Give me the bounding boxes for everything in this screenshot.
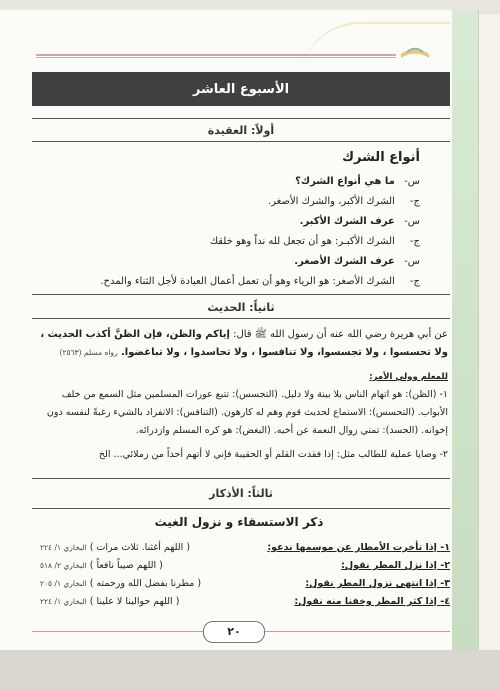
azkar-row: ١- إذا تأخرت الأمطار عن موسمها ندعو: ( اللهم أغثنا. ثلاث مرات ) البخاري ١/ ٢٢٤ [40,542,450,553]
divider [32,141,450,142]
qa-row: ج- الشرك الأكبر، والشرك الأصغر. [267,196,420,207]
azkar-row: ٣- إذا انتهى نزول المطر نقول: ( مطرنا بفضل الله ورحمته ) البخاري ١/ ٢٠٥ [40,578,450,589]
aqeeda-heading: أنواع الشرك [342,150,420,165]
page [0,10,479,652]
aqeeda-qa-list [20,172,420,292]
decorative-side-strip [452,10,478,652]
header-decor-lines [36,54,396,60]
qa-row: س- عرف الشرك الأكبر. [299,216,420,227]
hadith-text: عن أبي هريرة رضي الله عنه أن رسول الله ﷺ قال: إياكم والظن، فإن الظنَّ أكذب الحديث ، ولا تحسسوا ، ولا تجسسوا، ولا تنافسوا ، ولا تحاسدوا ، ولا تباغضوا. رواه مسلم (٢٥٦٣) [40,329,448,358]
divider [32,118,450,119]
section-hadith-title: ثانياً: الحديث [207,301,275,314]
qa-row: س- عرف الشرك الأصغر. [294,256,420,267]
qa-row: ج- الشرك الأصغر: هو الرياء وهو أن تعمل أعمال العبادة لأجل الثناء والمدح. [100,276,420,287]
book-logo-icon [398,40,432,62]
azkar-heading: ذكر الاستسقاء و نزول الغيث [154,515,324,529]
divider [32,508,450,509]
azkar-row: ٤- إذا كثر المطر وخفنا منه نقول: ( اللهم حوالينا لا علينا ) البخاري ١/ ٢٢٤ [40,596,450,607]
divider [32,318,450,319]
azkar-row: ٢- إذا نزل المطر نقول: ( اللهم صيباً نافعاً ) البخاري ٢/ ٥١٨ [40,560,450,571]
section-aqeeda-title: أولاً: العقيدة [207,124,275,137]
divider [32,294,450,295]
hadith-note-2: ٢- وصايا عملية للطالب مثل: إذا فقدت القلم أو الحقيبة فإني لا أتهم أحداً من زملائي... الخ [98,449,448,460]
page-number: ٢٠ [203,621,265,643]
qa-row: ج- الشرك الأكبـر: هو أن تجعل لله نداً وهو خلقك [209,236,420,247]
qa-row: س- ما هي أنواع الشرك؟ [295,176,420,187]
hadith-note-1: ١- (الظن): هو اتهام الناس بلا بينة ولا دليل. (التجسس): تتبع عورات المسلمين مثل السمع من خلف الأبواب. (التحسس): الاستماع لحديث قوم وهم له كارهون. (التنافس): الانفراد بالشيء رغبةً لنفسه دون إخوانه. (الحسد): تمني زوال النعمة عن أخيه. (البغض): هو كره المسلم وازدرائه. [46,389,448,436]
divider [32,478,450,479]
scan-edge-bottom [0,650,500,689]
week-title: الأسبوع العاشر [32,72,450,106]
teacher-note-label: للمعلم وولي الأمر: [369,372,448,382]
section-azkar-title: ثالثاً: الأذكار [209,487,273,500]
